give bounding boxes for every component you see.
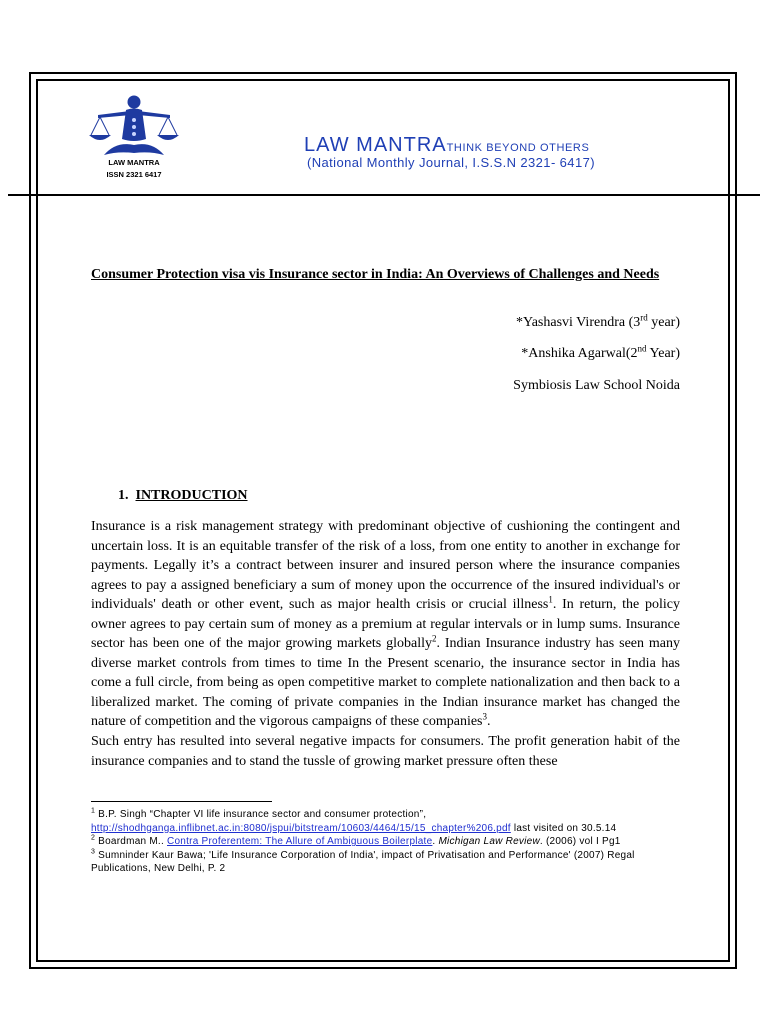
footnote-3: $^3$ Sumninder Kaur Bawa; 'Life Insurance Corporation of India', impact of Privatisation and Performance' (2007) Regal Publications, New Delhi, P. 2 — [91, 848, 635, 874]
footnote-2: $^2$ Boardman M.. Contra Proferentem: The Allure of Ambiguous Boilerplate. Michigan Law Review. (2006) vol I Pg1 — [91, 834, 621, 847]
svg-text:ISSN 2321 6417: ISSN 2321 6417 — [106, 170, 162, 179]
footnote-1: $^1$ B.P. Singh “Chapter VI life insurance sector and consumer protection”, http://shodhganga.inflibnet.ac.in:8080/jspui/bitstream/10603/4464/15/15_chapter%206.pdf last visited on 30.5.14 — [91, 807, 617, 834]
footnote-1-link[interactable]: http://shodhganga.inflibnet.ac.in:8080/jspui/bitstream/10603/4464/15/15_chapter%206.pdf — [91, 822, 511, 834]
header-rule — [8, 194, 760, 196]
journal-name: LAW MANTRA — [304, 134, 447, 156]
author-2: *Anshika Agarwal(2nd Year) — [521, 343, 680, 361]
footnote-ref-3[interactable]: 3 — [482, 711, 488, 722]
author-1: *Yashasvi Virendra (3rd year) — [515, 312, 680, 330]
author-affiliation: Symbiosis Law School Noida — [513, 378, 680, 393]
footnotes — [91, 808, 691, 876]
section-title: INTRODUCTION — [135, 488, 248, 503]
section-heading — [118, 488, 248, 504]
journal-masthead — [304, 134, 589, 157]
paper-title: Consumer Protection visa vis Insurance sector in India: An Overviews of Challenges and Needs — [91, 267, 660, 282]
svg-text:LAW MANTRA: LAW MANTRA — [108, 158, 160, 167]
footnote-ref-2[interactable]: 2 — [431, 633, 437, 644]
body-text — [91, 517, 680, 771]
section-number: 1. — [118, 488, 129, 503]
footnote-ref-1[interactable]: 1 — [548, 594, 553, 605]
journal-tagline: THINK BEYOND OTHERS — [446, 142, 590, 154]
paragraph-1: Insurance is a risk management strategy with predominant objective of cushioning the contingent and uncertain loss. It is an equitable transfer of the risk of a loss, from one entity to another in exchange for payments. Legally it’s a contract between insurer and insured person where the insurance companies agrees to pay a assigned beneficiary a sum of money upon the occurrence of the insured individual's or individuals' death or other event, such as major health crisis or crucial illness$^1$. In return, the policy owner agrees to pay certain sum of money as a premium at regular intervals or in lump sums. Insurance sector has been one of the major growing markets globally$^2$. Indian Insurance industry has seen many diverse market controls from times to time In the Present scenario, the insurance sector in India has come a full circle, from being as open competitive market to complete nationalization and then back to a liberalized market. The coming of private companies in the Indian insurance market has changed the nature of competition and the vigorous campaigns of these companies$^3$. — [91, 519, 681, 730]
footnote-2-link[interactable]: Contra Proferentem: The Allure of Ambiguous Boilerplate — [167, 836, 433, 847]
journal-subtitle: (National Monthly Journal, I.S.S.N 2321- 6417) — [307, 155, 595, 170]
paragraph-2: Such entry has resulted into several negative impacts for consumers. The profit generation habit of the insurance companies and to stand the tussle of growing market pressure often these — [91, 734, 680, 769]
footnote-rule — [91, 801, 272, 802]
law-mantra-logo — [86, 93, 182, 185]
